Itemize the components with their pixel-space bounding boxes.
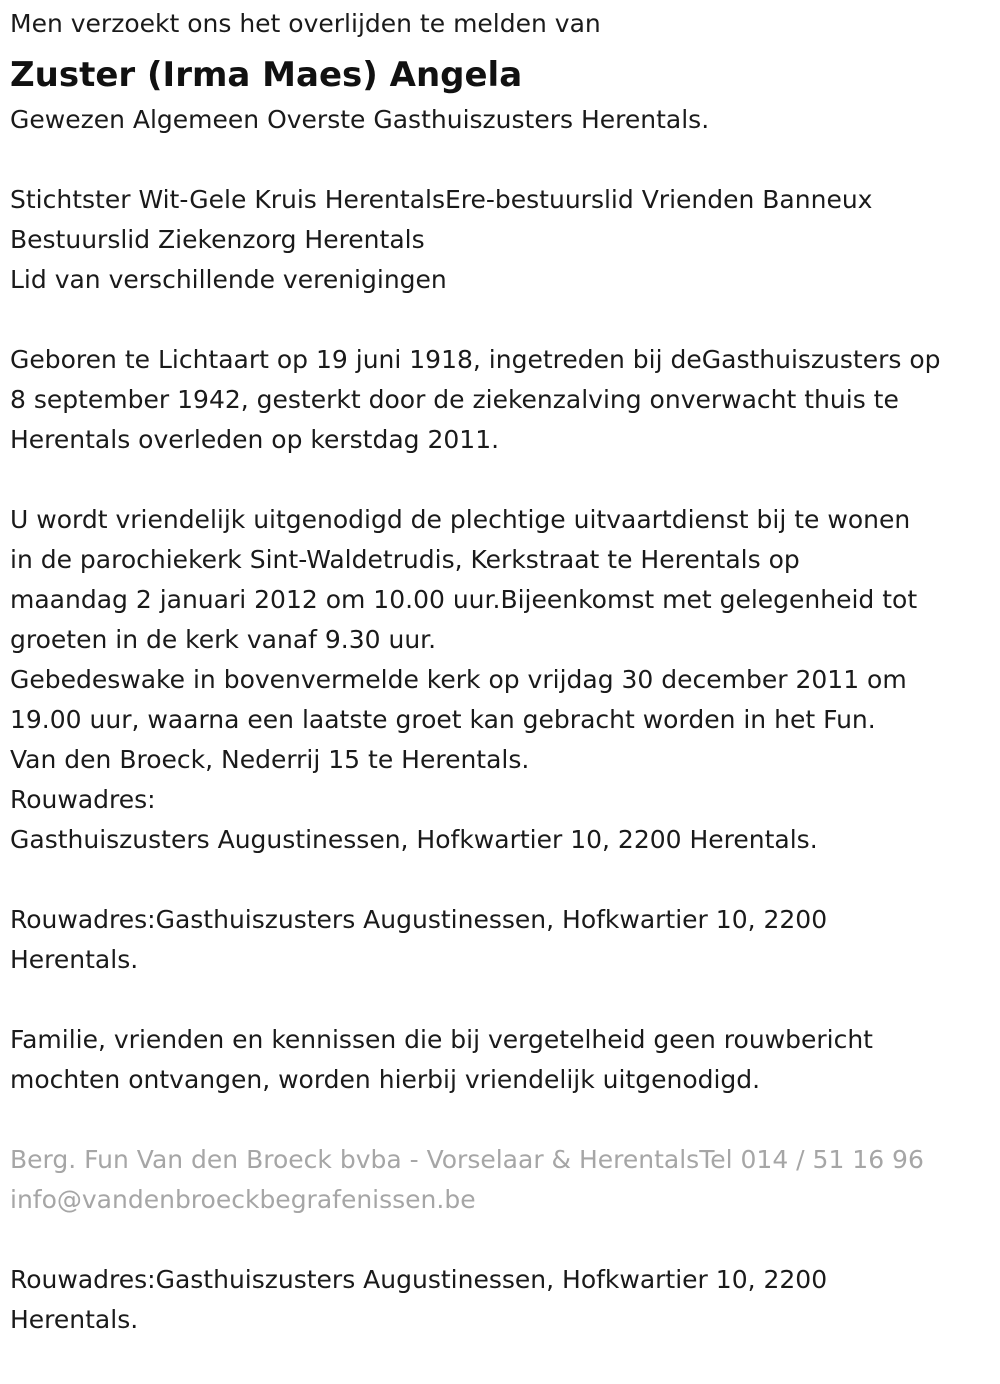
service-line: Van den Broeck, Nederrij 15 te Herentals. <box>10 745 530 774</box>
role-line: Stichtster Wit-Gele Kruis HerentalsEre-bestuurslid Vrienden Banneux <box>10 185 873 214</box>
bio-line: Herentals overleden op kerstdag 2011. <box>10 425 500 454</box>
funeral-home-section <box>10 1140 990 1220</box>
spacer <box>10 860 990 900</box>
family-section <box>10 1020 990 1100</box>
bio-line: Geboren te Lichtaart op 19 juni 1918, ingetreden bij deGasthuiszusters op <box>10 345 941 374</box>
address-block <box>10 1260 990 1340</box>
role-line: Bestuurslid Ziekenzorg Herentals <box>10 225 425 254</box>
spacer <box>10 460 990 500</box>
service-line: 19.00 uur, waarna een laatste groet kan gebracht worden in het Fun. <box>10 705 876 734</box>
service-line: Gasthuiszusters Augustinessen, Hofkwartier 10, 2200 Herentals. <box>10 825 818 854</box>
bio-line: 8 september 1942, gesterkt door de ziekenzalving onverwacht thuis te <box>10 385 899 414</box>
family-line: mochten ontvangen, worden hierbij vriendelijk uitgenodigd. <box>10 1065 761 1094</box>
service-line: Rouwadres: <box>10 785 156 814</box>
service-line: in de parochiekerk Sint-Waldetrudis, Kerkstraat te Herentals op <box>10 545 800 574</box>
address-line: Herentals. <box>10 1305 139 1334</box>
role-line: Lid van verschillende verenigingen <box>10 265 447 294</box>
address-line: Herentals. <box>10 945 139 974</box>
spacer <box>10 300 990 340</box>
bio-section <box>10 340 990 460</box>
service-line: Gebedeswake in bovenvermelde kerk op vrijdag 30 december 2011 om <box>10 665 907 694</box>
funeral-home-line: Berg. Fun Van den Broeck bvba - Vorselaar & HerentalsTel 014 / 51 16 96 <box>10 1145 924 1174</box>
service-line: U wordt vriendelijk uitgenodigd de plechtige uitvaartdienst bij te wonen <box>10 505 911 534</box>
roles-section <box>10 180 990 300</box>
funeral-home-email[interactable]: info@vandenbroeckbegrafenissen.be <box>10 1185 476 1214</box>
service-line: groeten in de kerk vanaf 9.30 uur. <box>10 625 437 654</box>
deceased-name: Zuster (Irma Maes) Angela <box>10 55 523 95</box>
address-line: Rouwadres:Gasthuiszusters Augustinessen, Hofkwartier 10, 2200 <box>10 905 828 934</box>
intro-text: Men verzoekt ons het overlijden te melden van <box>10 9 601 38</box>
subtitle-text: Gewezen Algemeen Overste Gasthuiszusters Herentals. <box>10 105 710 134</box>
family-line: Familie, vrienden en kennissen die bij vergetelheid geen rouwbericht <box>10 1025 873 1054</box>
spacer <box>10 140 990 180</box>
service-section <box>10 500 990 860</box>
address-line: Rouwadres:Gasthuiszusters Augustinessen, Hofkwartier 10, 2200 <box>10 1265 828 1294</box>
spacer <box>10 1100 990 1140</box>
spacer <box>10 1220 990 1260</box>
address-block <box>10 900 990 980</box>
spacer <box>10 980 990 1020</box>
service-line: maandag 2 januari 2012 om 10.00 uur.Bijeenkomst met gelegenheid tot <box>10 585 918 614</box>
